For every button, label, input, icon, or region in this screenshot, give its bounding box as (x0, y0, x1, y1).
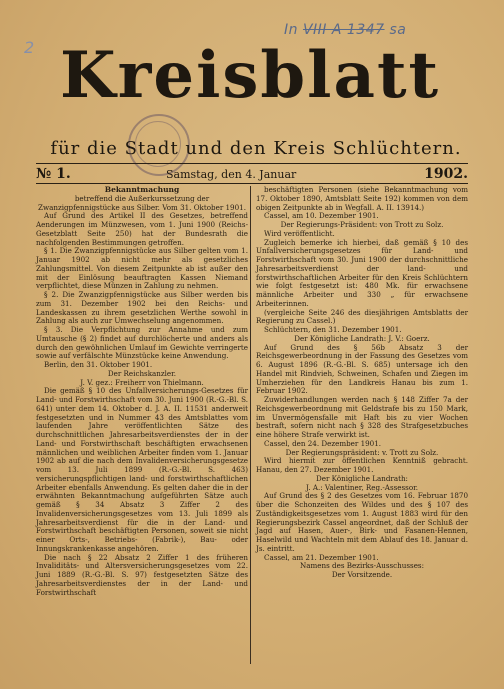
left-paragraph: Der Reichskanzler. (107, 368, 177, 378)
left-paragraph: Bekanntmachung (104, 185, 180, 194)
left-paragraph: Auf Grund des Artikel II des Gesetzes, betreffend Aenderungen im Münzwesen, vom 1. Juni 1900 (Reichs-Gesetzblatt Seite 250) hat der Bundesrath die nachfolgenden Bestimmungen getroffen. (36, 211, 248, 247)
right-paragraph: Der Königliche Landrath: (316, 473, 408, 483)
right-paragraph: Zuwiderhandlungen werden nach § 148 Ziffer 7a der Reichsgewerbeordnung mit Geldstrafe bis zu 150 Mark, im Unvermögensfalle mit Haft bis zu vier Wochen bestraft, sofern nicht nach § 328 des Strafgesetzbuches eine höhere Strafe verwirkt ist. (256, 395, 468, 439)
right-paragraph: (vergleiche Seite 246 des diesjährigen Amtsblatts der Regierung zu Cassel.) (256, 307, 468, 326)
masthead-title: Kreisblatt (60, 38, 441, 113)
right-paragraph: Der Königliche Landrath: J. V.: Goerz. (294, 333, 430, 343)
left-paragraph: § 2. Die Zwanzigpfennigstücke aus Silber werden bis zum 31. Dezember 1902 bei den Reichs- und Landeskassen zu ihrem gesetzlichen Werthe sowohl in Zahlung als auch zur Umwechselung angenommen. (36, 290, 248, 326)
right-paragraph: Zugleich bemerke ich hierbei, daß gemäß § 10 des Unfallversicherungsgesetzes für Land- und Forstwirthschaft vom 30. Juni 1900 der durchschnittliche Jahresarbeitsverdienst der land- und forstwirthschaftlichen Arbeiter für den Kreis Schlüchtern wie folgt festgesetzt ist: 480 Mk. für erwachsene männliche Arbeiter und 330 „ für erwachsene Arbeiterinnen. (256, 237, 468, 308)
left-paragraph: § 3. Die Verpflichtung zur Annahme und zum Umtausche (§ 2) findet auf durchlöcherte und anders als durch den gewöhnlichen Umlauf im Gewichte verringerte sowie auf verfälschte Münzstücke keine Anwendung. (36, 325, 248, 361)
issue-date: Samstag, den 4. Januar (166, 168, 297, 181)
right-paragraph: Cassel, am 21. Dezember 1901. (264, 552, 379, 562)
left-column (36, 186, 248, 597)
right-paragraph: Auf Grund des § 2 des Gesetzes vom 16. Februar 1870 über die Schonzeiten des Wildes und des § 107 des Zuständigkeitsgesetzes vom 1. August 1883 wird für den Regierungsbezirk Cassel angeordnet, daß der Schluß der Jagd auf Hasen, Auer-, Birk- und Fasanen-Hennen, Haselwild und Wachteln mit dem Ablauf des 18. Januar d. Js. eintritt. (256, 491, 468, 553)
right-paragraph: J. A.: Valentiner, Reg.-Assessor. (305, 482, 419, 492)
left-paragraph: Die gemäß § 10 des Unfallversicherungs-Gesetzes für Land- und Forstwirthschaft vom 30. Juni 1900 (R.-G.-Bl. S. 641) unter dem 14. Oktober d. J. A. II. 11531 anderweit festgesetzten und in Nummer 43 des Amtsblattes vom laufenden Jahre veröffentlichten Sätze des durchschnittlichen Jahresarbeitsverdienstes der in der Land- und Forstwirthschaft beschäftigten erwachsenen männlichen und weiblichen Arbeiter finden vom 1. Januar 1902 ab auf die nach dem Invalidenversicherungsgesetze vom 13. Juli 1899 (R.-G.-Bl. S. 463) versicherungspflichtigen land- und forstwirthschaftlichen Arbeiter ebenfalls Anwendung. Es gelten daher die in der erwähnten Bekanntmachung aufgeführten Sätze auch gemäß § 34 Absatz 3 Ziffer 2 des Invalidenversicherungsgesetzes vom 13. Juli 1899 als Jahresarbeitsverdienst für die in der Land- und Forstwirthschaft beschäftigten Personen, soweit sie nicht einer Orts-, Betriebs- (Fabrik-), Bau- oder Innungskrankenkasse angehören. (36, 386, 248, 553)
left-paragraph: Berlin, den 31. Oktober 1901. (44, 360, 153, 369)
header-rule-top (36, 163, 468, 164)
right-paragraph: Der Vorsitzende. (331, 570, 393, 579)
right-column (256, 186, 468, 580)
right-paragraph: beschäftigten Personen (siehe Bekanntmachung vom 17. Oktober 1890, Amtsblatt Seite 192) kommen von dem obigen Zeitpunkte ab in Wegfall. A. II. 13914.) (256, 185, 468, 212)
left-paragraph: Die nach § 22 Absatz 2 Ziffer 1 des früheren Invaliditäts- und Altersversicherungsgesetzes vom 22. Juni 1889 (R.-G.-Bl. S. 97) festgesetzten Sätze des Jahresarbeitsverdienstes der in der Land- und Forstwirthschaft (36, 552, 248, 597)
right-paragraph: Auf Grund des § 56b Absatz 3 der Reichsgewerbeordnung in der Fassung des Gesetzes vom 6. August 1896 (R.-G.-Bl. S. 685) untersage ich den Handel mit Rindvieh, Schweinen, Schafen und Ziegen im Umherziehen für den Landkreis Hanau bis zum 1. Februar 1902. (256, 342, 468, 396)
right-paragraph: Cassel, am 10. Dezember 1901. (264, 211, 379, 221)
header-rule-bottom (36, 183, 468, 184)
shelfmark-suffix: sa (389, 22, 407, 38)
shelfmark-struck: VIII A 1347 (302, 22, 385, 38)
issue-number: № 1. (36, 166, 71, 182)
right-paragraph: Der Regierungs-Präsident: von Trott zu Solz. (280, 220, 444, 229)
issue-line (36, 168, 468, 184)
shelfmark-prefix: In (284, 22, 299, 38)
right-paragraph: Cassel, den 24. Dezember 1901. (264, 438, 382, 448)
left-paragraph: J. V. gez.: Freiherr von Thielmann. (80, 377, 204, 387)
left-paragraph: § 1. Die Zwanzigpfennigstücke aus Silber gelten vom 1. Januar 1902 ab nicht mehr als gesetzliches Zahlungsmittel. Von diesem Zeitpunkte ab ist außer den mit der Einlösung beauftragten Kassen Niemand verpflichtet, diese Münzen in Zahlung zu nehmen. (36, 246, 248, 291)
left-paragraph: betreffend die Außerkurssetzung der Zwanzigpfennigstücke aus Silber. Vom 31. Oktober 1901. (38, 193, 246, 212)
issue-year: 1902. (424, 166, 468, 182)
right-paragraph: Der Regierungspräsident: v. Trott zu Solz. (285, 447, 439, 457)
masthead-subtitle: für die Stadt und den Kreis Schlüchtern. (50, 138, 462, 159)
right-paragraph: Wird hiermit zur öffentlichen Kenntniß gebracht. Hanau, den 27. Dezember 1901. (256, 456, 468, 474)
right-paragraph: Namens des Bezirks-Ausschusses: (299, 561, 424, 571)
column-divider (250, 186, 251, 664)
right-paragraph: Schlüchtern, den 31. Dezember 1901. (264, 325, 402, 334)
right-paragraph: Wird veröffentlicht. (264, 228, 335, 238)
margin-pencil-mark: 2 (24, 38, 35, 57)
